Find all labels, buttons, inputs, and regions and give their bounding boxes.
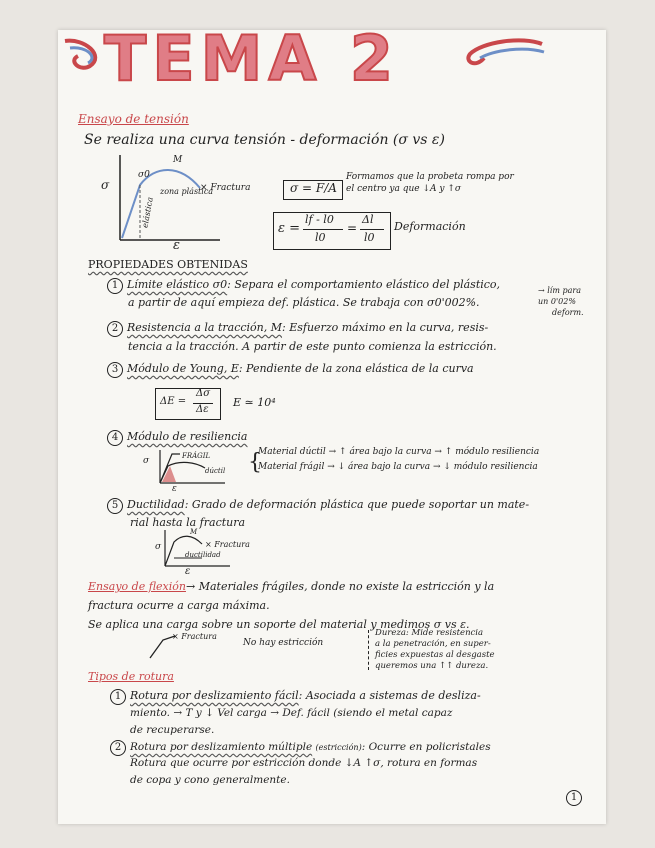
- graph-fractura-label: × Fractura: [200, 183, 251, 193]
- graph-sigma0-label: σ0: [138, 170, 150, 180]
- property-3-text: : Pendiente de la zona elástica de la curva: [238, 362, 474, 375]
- strain-formula-eq: =: [347, 221, 358, 235]
- property-1-term: Límite elástico σ0: [127, 278, 228, 291]
- rotura-2-line3: de copa y cono generalmente.: [130, 774, 290, 786]
- sigma-note-1: Formamos que la probeta rompa por: [346, 172, 514, 182]
- ductility-y: σ: [155, 542, 162, 552]
- graph-zona-plastica: zona plástica: [160, 187, 214, 196]
- rotura-2-paren: (estricción): [315, 743, 362, 752]
- flexion-text-1: → Materiales frágiles, donde no existe la estricción y la: [185, 580, 495, 593]
- properties-heading: PROPIEDADES OBTENIDAS: [88, 258, 248, 271]
- graph-M-label: M: [173, 155, 183, 165]
- resilience-x: ε: [172, 484, 177, 494]
- strain-fraction-bar-1: [303, 229, 343, 230]
- tension-heading: Ensayo de tensión: [78, 112, 189, 126]
- rotura-1-line2: miento. → T y ↓ Vel carga → Def. fácil (siendo el metal capaz: [130, 707, 453, 719]
- dureza-line-3: ficies expuestas al desgaste: [375, 650, 495, 660]
- ductility-x: ε: [185, 566, 191, 577]
- rotura-1: [110, 689, 481, 705]
- property-1-number: 1: [107, 278, 123, 294]
- strain-fraction-bar-2: [360, 229, 384, 230]
- rotura-1-line3: de recuperarse.: [130, 724, 215, 736]
- property-5-text: : Grado de deformación plástica que puede soportar un mate-: [184, 498, 530, 511]
- flexion-fractura: × Fractura: [172, 632, 217, 641]
- resilience-ductil: dúctil: [205, 467, 226, 475]
- page-title: TEMA 2: [104, 22, 400, 95]
- strain-formula-den1: l0: [315, 231, 326, 244]
- property-1-line2: a partir de aquí empieza def. plástica. Se trabaja con σ0'002%.: [128, 296, 480, 309]
- dureza-line-2: a la penetración, en super-: [375, 639, 491, 649]
- rotura-2-number: 2: [110, 740, 126, 756]
- strain-formula-lhs: ε =: [278, 221, 301, 236]
- stress-strain-graph: [110, 150, 230, 250]
- property-5-line2: rial hasta la fractura: [130, 516, 246, 529]
- young-approx: E ≃ 10⁴: [233, 396, 276, 409]
- property-3: [107, 362, 474, 378]
- property-3-number: 3: [107, 362, 123, 378]
- young-formula-lhs: ΔE =: [160, 396, 187, 407]
- flexion-no-estriccion: No hay estricción: [243, 638, 324, 648]
- young-formula-den: Δε: [196, 404, 209, 415]
- property-2: [107, 321, 488, 337]
- page-number: [566, 790, 586, 806]
- flexion-heading: Ensayo de flexión: [88, 580, 186, 593]
- property-1-note-1: → lím para: [538, 286, 581, 295]
- property-5-number: 5: [107, 498, 123, 514]
- property-1-text: : Separa el comportamiento elástico del plástico,: [227, 278, 501, 291]
- property-4-number: 4: [107, 430, 123, 446]
- page-number-circle: 1: [566, 790, 582, 806]
- flexion-text-3: Se aplica una carga sobre un soporte del material y medimos σ vs ε.: [88, 618, 470, 631]
- graph-y-label: σ: [101, 178, 110, 192]
- property-1: [107, 278, 500, 294]
- resilience-line-1: Material dúctil → ↑ área bajo la curva → ↑ módulo resiliencia: [258, 447, 540, 457]
- strain-formula-label: Deformación: [394, 220, 466, 233]
- sigma-note-2: el centro ya que ↓A y ↑σ: [346, 184, 462, 194]
- property-4: [107, 430, 248, 446]
- young-formula-num: Δσ: [196, 388, 211, 399]
- property-2-number: 2: [107, 321, 123, 337]
- rotura-2-line2: Rotura que ocurre por estricción donde ↓A ↑σ, rotura en formas: [130, 757, 478, 769]
- resilience-y: σ: [143, 456, 150, 466]
- strain-formula-num1: lf - l0: [305, 213, 334, 226]
- flexion-text-2: fractura ocurre a carga máxima.: [88, 599, 270, 612]
- strain-formula-den2: l0: [364, 231, 375, 244]
- graph-x-label: ε: [173, 238, 180, 253]
- resilience-brace: {: [248, 450, 262, 475]
- rotura-heading: Tipos de rotura: [88, 670, 174, 683]
- property-2-term: Resistencia a la tracción, M: [127, 321, 283, 334]
- ductility-M: M: [190, 528, 198, 536]
- property-1-note-2: un 0'02%: [538, 297, 576, 306]
- dureza-line-4: queremos una ↑↑ dureza.: [375, 661, 489, 671]
- ductility-label: ductilidad: [185, 551, 221, 559]
- rotura-2-text: : Ocurre en policristales: [361, 741, 491, 753]
- rotura-1-text: : Asociada a sistemas de desliza-: [298, 689, 481, 702]
- rotura-2: [110, 740, 491, 756]
- rotura-1-term: Rotura por deslizamiento fácil: [130, 689, 299, 702]
- property-5-term: Ductilidad: [127, 498, 185, 511]
- right-swirl-decoration: [462, 34, 552, 74]
- property-1-note-3: deform.: [552, 308, 584, 317]
- resilience-line-2: Material frágil → ↓ área bajo la curva → ↓ módulo resiliencia: [258, 462, 538, 472]
- property-3-term: Módulo de Young, E: [127, 362, 239, 375]
- property-2-line2: tencia a la tracción. A partir de este punto comienza la estricción.: [128, 340, 497, 353]
- rotura-1-number: 1: [110, 689, 126, 705]
- tension-intro: Se realiza una curva tensión - deformación (σ vs ε): [84, 132, 445, 148]
- resilience-fragil: FRÁGIL: [182, 452, 211, 460]
- sigma-formula: σ = F/A: [290, 181, 337, 195]
- property-4-term: Módulo de resiliencia: [127, 430, 248, 443]
- property-2-text: : Esfuerzo máximo en la curva, resis-: [282, 321, 489, 334]
- rotura-2-term: Rotura por deslizamiento múltiple: [130, 741, 313, 753]
- strain-formula-num2: Δl: [362, 213, 374, 226]
- dureza-line-1: Dureza: Mide resistencia: [375, 628, 484, 638]
- flexion-line-1: [88, 580, 494, 593]
- ductility-fractura: × Fractura: [205, 540, 250, 549]
- graph-zona-elastica: elástica: [140, 196, 155, 229]
- dureza-divider: [368, 630, 369, 670]
- property-5: [107, 498, 529, 514]
